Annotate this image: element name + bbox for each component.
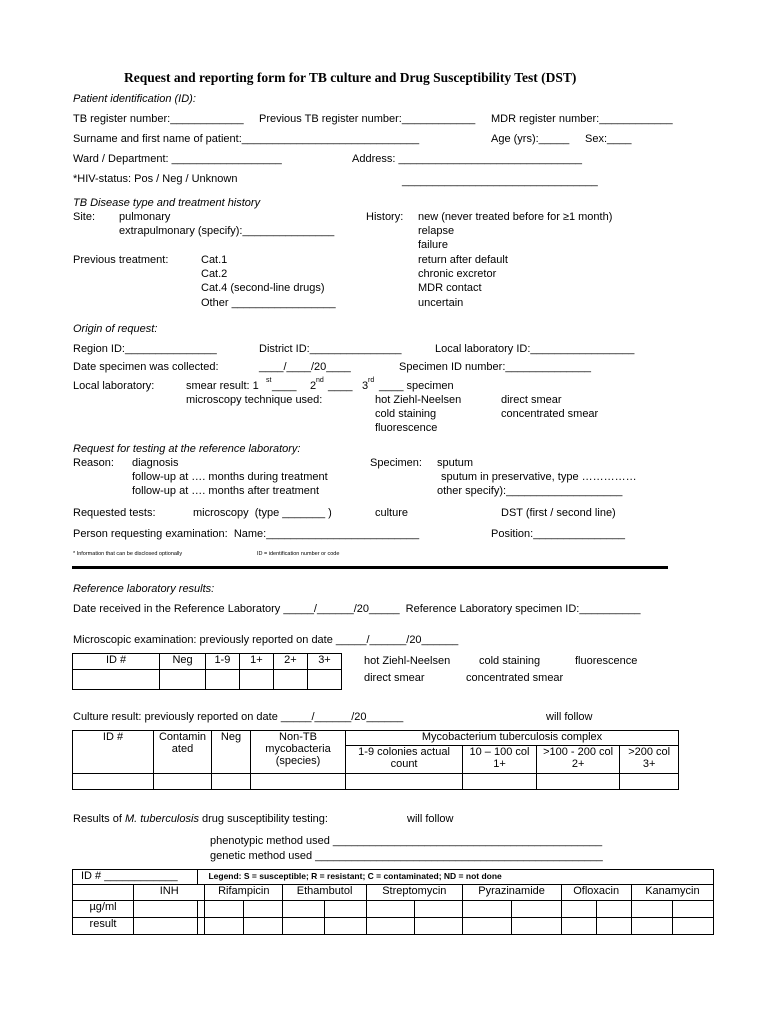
culture-result-label: Culture result: previously reported on date _____/______/20______ <box>73 711 404 723</box>
header-id: ID # <box>73 731 154 774</box>
header-3plus: 3+ <box>307 654 341 670</box>
prev-treatment-label: Previous treatment: <box>73 254 169 266</box>
cell-input[interactable] <box>244 918 283 935</box>
requester-position-field[interactable]: Position:_______________ <box>491 528 625 540</box>
microscopic-exam-label: Microscopic examination: previously reported on date _____/______/20______ <box>73 634 459 646</box>
header-non-tb: Non-TB mycobacteria (species) <box>251 731 346 774</box>
reason-label: Reason: <box>73 457 114 469</box>
date-collected-field[interactable]: ____/____/20____ <box>259 361 351 373</box>
header-mtb-col: >100 - 200 col 2+ <box>536 746 619 774</box>
cell-input[interactable] <box>367 901 415 918</box>
history-label: History: <box>366 211 404 223</box>
dst-legend: Legend: S = susceptible; R = resistant; C = contaminated; ND = not done <box>198 870 714 885</box>
reason-option[interactable]: follow-up at …. months after treatment <box>132 485 320 497</box>
cell-input[interactable] <box>346 774 463 790</box>
district-id-field[interactable]: District ID:_______________ <box>259 343 402 355</box>
cell-input[interactable] <box>154 774 212 790</box>
specimen-option[interactable]: sputum in preservative, type …………… <box>441 471 637 483</box>
tests-label: Requested tests: <box>73 507 156 519</box>
site-label: Site: <box>73 211 96 223</box>
ref-results-heading: Reference laboratory results: <box>73 583 215 595</box>
cell-input[interactable] <box>414 918 462 935</box>
row-label-result: result <box>73 918 134 935</box>
footnote-optional: * Information that can be disclosed optionally <box>73 551 183 557</box>
cell-input[interactable] <box>205 918 244 935</box>
treatment-item[interactable]: Cat.4 (second-line drugs) <box>201 282 325 294</box>
cell-input[interactable] <box>239 670 273 690</box>
dst-id-field[interactable]: ID # ____________ <box>73 870 198 885</box>
header-mtb-col: 1-9 colonies actual count <box>346 746 463 774</box>
cell-input[interactable] <box>463 774 537 790</box>
microscopy-results-table <box>72 653 342 690</box>
cell-input[interactable] <box>212 774 251 790</box>
ward-field[interactable]: Ward / Department: __________________ <box>73 153 282 165</box>
cell-input[interactable] <box>512 901 562 918</box>
cell-input[interactable] <box>325 901 367 918</box>
region-id-field[interactable]: Region ID:_______________ <box>73 343 217 355</box>
hiv-status-field[interactable]: *HIV-status: Pos / Neg / Unknown <box>73 173 238 185</box>
cell-input[interactable] <box>620 774 679 790</box>
cell-input[interactable] <box>462 918 511 935</box>
cell-input[interactable] <box>160 670 206 690</box>
cell-input[interactable] <box>672 918 713 935</box>
treatment-item[interactable]: Cat.1 <box>201 254 228 266</box>
header-contaminated: Contamin ated <box>154 731 212 774</box>
history-item[interactable]: MDR contact <box>418 282 482 294</box>
drug-header: Pyrazinamide <box>462 885 561 901</box>
test-microscopy[interactable]: microscopy (type _______ ) <box>193 507 332 519</box>
header-1plus: 1+ <box>239 654 273 670</box>
drug-header: Kanamycin <box>631 885 713 901</box>
request-heading: Request for testing at the reference laboratory: <box>73 443 301 455</box>
cell-input[interactable] <box>205 901 244 918</box>
smear-2-field[interactable]: ____ <box>328 380 353 392</box>
micro-tech-option[interactable]: concentrated smear <box>466 672 564 684</box>
cell-input[interactable] <box>631 901 672 918</box>
date-received-field[interactable]: Date received in the Reference Laboratory _____/______/20_____ Reference Laboratory specimen ID:__________ <box>73 603 641 615</box>
test-culture[interactable]: culture <box>375 507 409 519</box>
site-pulmonary[interactable]: pulmonary <box>119 211 171 223</box>
drug-header: Ethambutol <box>283 885 367 901</box>
cell-input[interactable] <box>367 918 415 935</box>
history-heading: TB Disease type and treatment history <box>73 197 261 209</box>
cell-input[interactable] <box>198 901 205 918</box>
header-mtb-col: >200 col 3+ <box>620 746 679 774</box>
history-item[interactable]: relapse <box>418 225 455 237</box>
address-line2-field[interactable]: ________________________________ <box>402 175 598 187</box>
micro-tech-option[interactable]: cold staining <box>479 655 541 667</box>
drug-header: Streptomycin <box>367 885 463 901</box>
superscript-rd: rd <box>368 377 375 384</box>
footnote-id: ID = identification number or code <box>257 551 340 557</box>
specimen-label: Specimen: <box>370 457 422 469</box>
header-mtb-complex: Mycobacterium tuberculosis complex <box>346 731 679 746</box>
culture-will-follow[interactable]: will follow <box>546 711 593 723</box>
cell-input[interactable] <box>414 901 462 918</box>
cell-input[interactable] <box>205 670 239 690</box>
superscript-nd: nd <box>316 377 324 384</box>
local-lab-label: Local laboratory: <box>73 380 155 392</box>
drug-header: Rifampicin <box>205 885 283 901</box>
date-collected-label: Date specimen was collected: <box>73 361 219 373</box>
smear-result-label: smear result: 1 <box>186 380 259 392</box>
cell-input[interactable] <box>283 918 325 935</box>
micro-tech-option[interactable]: direct smear <box>364 672 425 684</box>
history-item[interactable]: chronic excretor <box>418 268 497 280</box>
dst-results-label <box>73 813 328 826</box>
test-dst[interactable]: DST (first / second line) <box>501 507 616 519</box>
origin-heading: Origin of request: <box>73 323 158 335</box>
tb-register-field[interactable]: TB register number:____________ <box>73 113 244 125</box>
dst-results-post: drug susceptibility testing: <box>198 813 328 825</box>
header-neg: Neg <box>160 654 206 670</box>
genetic-method-field[interactable]: genetic method used _______________________________________________ <box>210 850 603 862</box>
mdr-register-field[interactable]: MDR register number:____________ <box>491 113 673 125</box>
site-extrapulmonary[interactable]: extrapulmonary (specify):_______________ <box>119 225 335 237</box>
form-title: Request and reporting form for TB culture and Drug Susceptibility Test (DST) <box>124 70 577 85</box>
micro-tech-option[interactable]: hot Ziehl-Neelsen <box>364 655 451 667</box>
cell-input[interactable] <box>73 774 154 790</box>
specimen-option[interactable]: other specify):___________________ <box>437 485 623 497</box>
cell-input[interactable] <box>273 670 307 690</box>
history-item[interactable]: return after default <box>418 254 508 266</box>
row-label-ugml: µg/ml <box>73 901 134 918</box>
micro-tech-option[interactable]: fluorescence <box>575 655 638 667</box>
cell-input[interactable] <box>134 901 198 918</box>
drug-header: INH <box>134 885 205 901</box>
cell-input[interactable] <box>198 918 205 935</box>
technique-option[interactable]: concentrated smear <box>501 408 599 420</box>
cell-input[interactable] <box>596 901 631 918</box>
cell-input[interactable] <box>73 670 160 690</box>
technique-option[interactable]: direct smear <box>501 394 562 406</box>
header-mtb-col: 10 – 100 col 1+ <box>463 746 537 774</box>
dst-results-organism: M. tuberculosis <box>124 813 199 825</box>
specimen-id-field[interactable]: Specimen ID number:______________ <box>399 361 592 373</box>
history-item[interactable]: failure <box>418 239 448 251</box>
treatment-item[interactable]: Other _________________ <box>201 297 336 309</box>
smear-3-field[interactable]: ____ specimen <box>379 380 454 392</box>
technique-label: microscopy technique used: <box>186 394 323 406</box>
history-item[interactable]: new (never treated before for ≥1 month) <box>418 211 613 223</box>
reason-option[interactable]: follow-up at …. months during treatment <box>132 471 328 483</box>
header-2plus: 2+ <box>273 654 307 670</box>
cell-input[interactable] <box>512 918 562 935</box>
cell-input[interactable] <box>596 918 631 935</box>
header-id: ID # <box>73 654 160 670</box>
specimen-option[interactable]: sputum <box>437 457 474 469</box>
culture-results-table <box>72 730 679 790</box>
address-field[interactable]: Address: ______________________________ <box>352 153 582 165</box>
smear-2-label: 2 <box>310 380 317 392</box>
cell-input[interactable] <box>283 901 325 918</box>
cell-input[interactable] <box>561 918 596 935</box>
requester-name-field[interactable]: Person requesting examination: Name:_________________________ <box>73 528 420 540</box>
cell-input[interactable] <box>561 901 596 918</box>
technique-option[interactable]: hot Ziehl-Neelsen <box>375 394 462 406</box>
smear-1-field[interactable]: ____ <box>272 380 297 392</box>
technique-option[interactable]: fluorescence <box>375 422 438 434</box>
cell-input[interactable] <box>631 918 672 935</box>
smear-3-label: 3 <box>362 380 369 392</box>
cell-input[interactable] <box>672 901 713 918</box>
sex-field[interactable]: Sex:____ <box>585 133 632 145</box>
cell-input[interactable] <box>134 918 198 935</box>
cell-input[interactable] <box>536 774 619 790</box>
treatment-item[interactable]: Cat.2 <box>201 268 228 280</box>
age-field[interactable]: Age (yrs):_____ <box>491 133 570 145</box>
history-item[interactable]: uncertain <box>418 297 464 309</box>
cell-input[interactable] <box>325 918 367 935</box>
superscript-st: st <box>266 377 272 384</box>
cell-input[interactable] <box>244 901 283 918</box>
cell-input[interactable] <box>462 901 511 918</box>
header-1-9: 1-9 <box>205 654 239 670</box>
cell-input[interactable] <box>307 670 341 690</box>
prev-tb-register-field[interactable]: Previous TB register number:____________ <box>259 113 476 125</box>
section-divider <box>72 566 668 569</box>
dst-results-table <box>72 869 714 935</box>
phenotypic-method-field[interactable]: phenotypic method used ____________________________________________ <box>210 835 603 847</box>
reason-option[interactable]: diagnosis <box>132 457 179 469</box>
dst-results-pre: Results of <box>73 813 125 825</box>
drug-header: Ofloxacin <box>561 885 631 901</box>
dst-will-follow[interactable]: will follow <box>407 813 454 825</box>
patient-name-field[interactable]: Surname and first name of patient:_____________________________ <box>73 133 420 145</box>
cell-input[interactable] <box>251 774 346 790</box>
patient-id-heading: Patient identification (ID): <box>73 93 196 105</box>
corner-cell <box>73 885 134 901</box>
technique-option[interactable]: cold staining <box>375 408 437 420</box>
local-lab-id-field[interactable]: Local laboratory ID:_________________ <box>435 343 635 355</box>
header-neg: Neg <box>212 731 251 774</box>
